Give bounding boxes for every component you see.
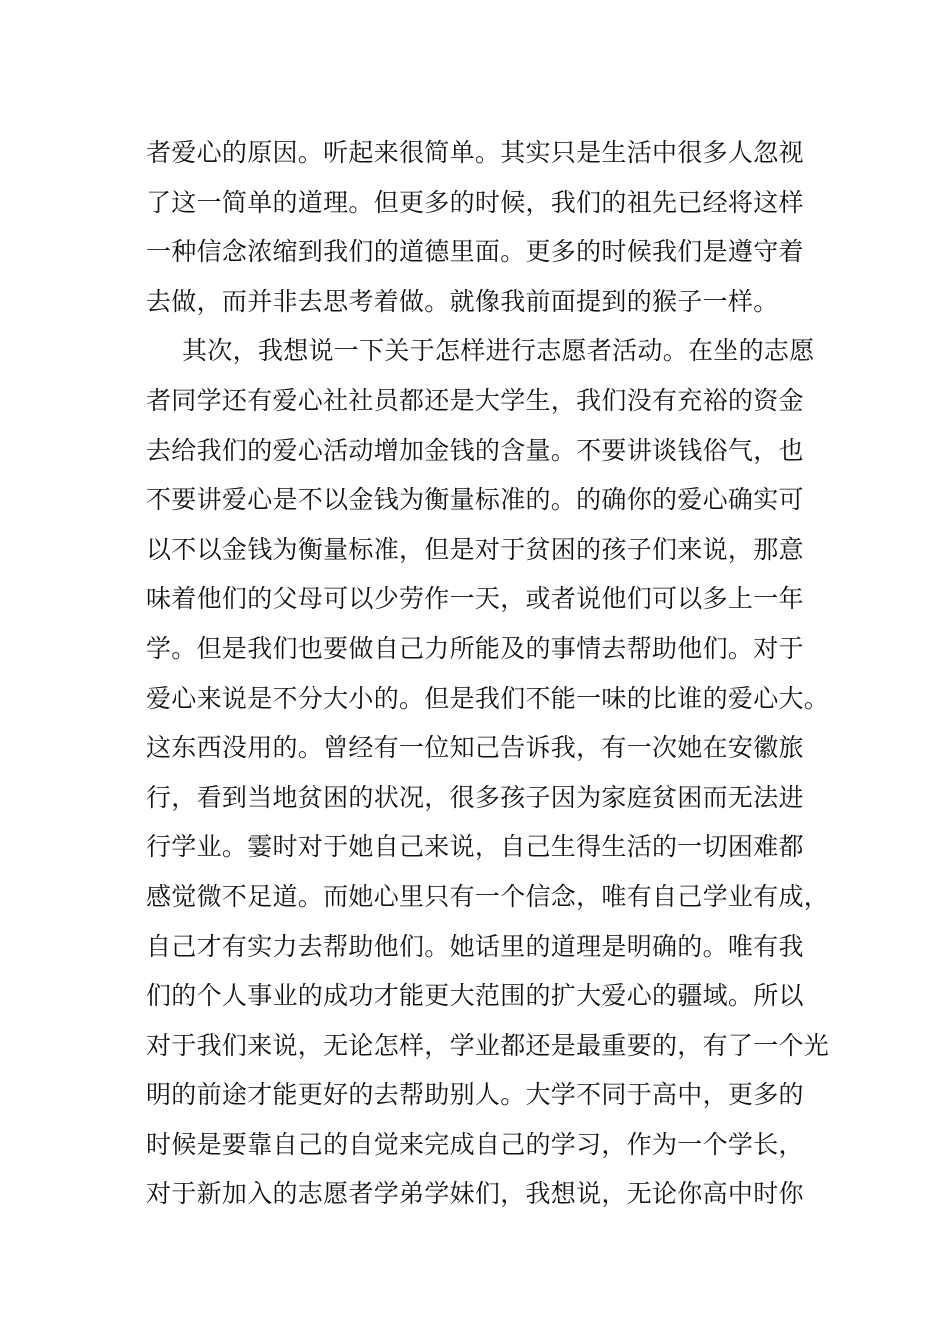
text-line: 行学业。霎时对于她自己来说，自己生得生活的一切困难都	[146, 832, 804, 862]
text-line: 明的前途才能更好的去帮助别人。大学不同于高中，更多的	[146, 1080, 804, 1110]
text-line: 去给我们的爱心活动增加金钱的含量。不要讲谈钱俗气，也	[146, 435, 804, 465]
text-line: 者爱心的原因。听起来很简单。其实只是生活中很多人忽视	[146, 138, 804, 167]
text-line: 这东西没用的。曾经有一位知己告诉我，有一次她在安徽旅	[146, 733, 804, 763]
text-line: 味着他们的父母可以少劳作一天，或者说他们可以多上一年	[146, 584, 804, 614]
text-line: 时候是要靠自己的自觉来完成自己的学习，作为一个学长，	[146, 1129, 804, 1159]
text-line: 以不以金钱为衡量标准，但是对于贫困的孩子们来说，那意	[146, 534, 804, 564]
text-line: 了这一简单的道理。但更多的时候，我们的祖先已经将这样	[146, 187, 804, 217]
text-line: 自己才有实力去帮助他们。她话里的道理是明确的。唯有我	[146, 931, 804, 961]
body-text	[146, 128, 830, 1219]
text-line: 不要讲爱心是不以金钱为衡量标准的。的确你的爱心确实可	[146, 485, 804, 515]
text-line: 者同学还有爱心社社员都还是大学生，我们没有充裕的资金	[146, 385, 804, 415]
text-line: 行，看到当地贫困的状况，很多孩子因为家庭贫困而无法进	[146, 782, 804, 812]
text-line: 一种信念浓缩到我们的道德里面。更多的时候我们是遵守着	[146, 237, 804, 267]
text-line: 对于我们来说，无论怎样，学业都还是最重要的，有了一个光	[146, 1030, 830, 1060]
text-line: 对于新加入的志愿者学弟学妹们，我想说，无论你高中时你	[146, 1179, 804, 1209]
text-line: 们的个人事业的成功才能更大范围的扩大爱心的疆域。所以	[146, 981, 804, 1011]
text-line: 爱心来说是不分大小的。但是我们不能一味的比谁的爱心大。	[146, 683, 830, 713]
text-line: 学。但是我们也要做自己力所能及的事情去帮助他们。对于	[146, 633, 804, 663]
text-line: 去做，而并非去思考着做。就像我前面提到的猴子一样。	[146, 286, 779, 316]
text-line: 感觉微不足道。而她心里只有一个信念，唯有自己学业有成，	[146, 881, 830, 911]
paragraph-first-line: 其次，我想说一下关于怎样进行志愿者活动。在坐的志愿	[182, 336, 815, 366]
